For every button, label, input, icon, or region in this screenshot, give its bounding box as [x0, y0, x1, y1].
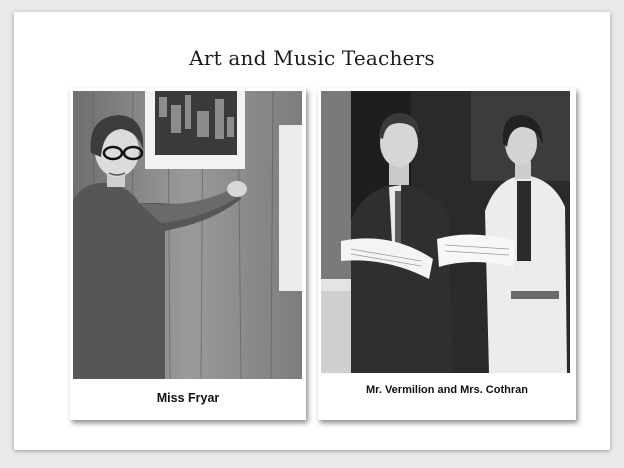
photo-card-art-teacher[interactable]: [70, 88, 306, 420]
photo-music-teachers: [321, 91, 570, 373]
photo-card-music-teachers[interactable]: [318, 88, 576, 420]
photo-art-teacher: [73, 91, 302, 379]
photo-caption: Mr. Vermilion and Mrs. Cothran: [366, 384, 528, 396]
yearbook-page: [14, 12, 610, 450]
page-title: Art and Music Teachers: [189, 46, 435, 70]
photo-caption: Miss Fryar: [156, 391, 220, 405]
